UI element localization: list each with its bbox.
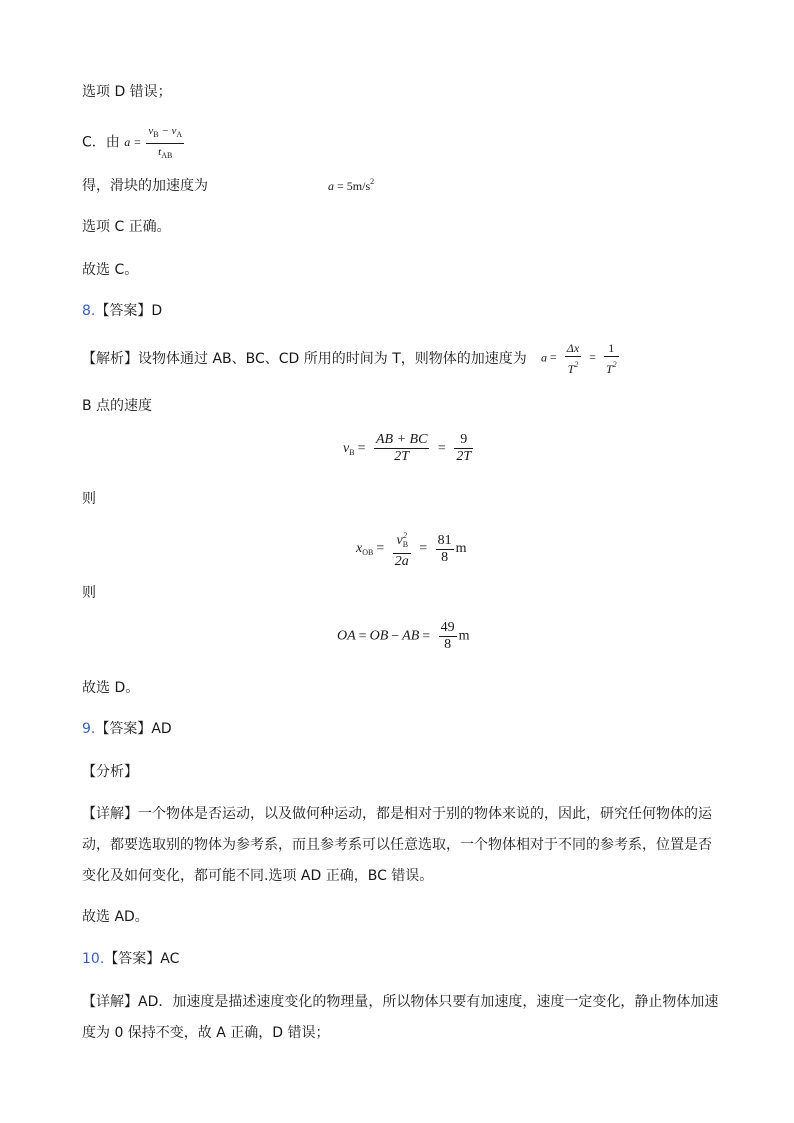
q8-analysis-line	[82, 349, 527, 369]
q8-answer-line	[82, 301, 162, 321]
q10-detail-1: 【详解】AD．加速度是描述速度变化的物理量，所以物体只要有加速度，速度一定变化，静止物体加速	[82, 994, 719, 1010]
q9-detail-3: 变化及如何变化，都可能不同.选项 AD 正确，BC 错误。	[82, 868, 434, 884]
text-ze-1: 则	[82, 491, 96, 507]
text-ze-2: 则	[82, 585, 96, 601]
text-accel-result	[82, 176, 208, 196]
option-c-prefix: C．由	[82, 134, 120, 151]
q10-number: 10.	[82, 951, 105, 967]
q8-analysis-text: 【解析】设物体通过 AB、BC、CD 所用的时间为 T，则物体的加速度为	[82, 351, 527, 367]
q10-answer-line	[82, 949, 179, 969]
text-choose-ad: 故选 AD。	[82, 909, 149, 925]
text-choose-d: 故选 D。	[82, 680, 140, 696]
accel-result-label: 得，滑块的加速度为	[82, 178, 208, 194]
q9-fenxi: 【分析】	[82, 764, 138, 780]
formula-accel-def: a = $\frac{v_B - v_A}{t_{AB}}$	[124, 125, 183, 160]
q9-answer-line	[82, 719, 172, 739]
text-choose-c: 故选 C。	[82, 262, 139, 278]
eq-vb: $v_B$ = $\frac{AB + BC}{2T}$ = $\frac{9}{2T}$	[343, 432, 472, 464]
q9-detail-1: 【详解】一个物体是否运动，以及做何种运动，都是相对于别的物体来说的，因此，研究任何物体的运	[82, 806, 712, 822]
text-option-c-formula	[82, 123, 186, 164]
text-option-c-correct: 选项 C 正确。	[82, 219, 171, 235]
q9-number: 9.	[82, 721, 96, 737]
eq-accel-q8: a = $\frac{\Delta x}{T^2}$ = $\frac{1}{T^2}$	[541, 341, 617, 376]
q9-detail-2: 动，都要选取别的物体为参考系，而且参考系可以任意选取，一个物体相对于不同的参考系，位置是否	[82, 837, 712, 853]
q10-answer: 【答案】AC	[104, 951, 180, 967]
text-option-d-wrong: 选项 D 错误；	[82, 84, 172, 100]
eq-accel-value: $a = 5m/s^2$	[328, 177, 375, 193]
q10-detail-2: 度为 0 保持不变，故 A 正确，D 错误；	[82, 1025, 330, 1041]
q8-number: 8.	[82, 303, 96, 319]
eq-xob: $x_{OB}$ = $\frac{v_B^2}{2a}$ = $\frac{81}{8}$ m	[356, 528, 467, 570]
eq-oa: OA = OB − AB = $\frac{49}{8}$ m	[337, 620, 470, 652]
q8-answer: 【答案】D	[95, 303, 163, 319]
text-b-speed: B 点的速度	[82, 398, 153, 414]
q9-answer: 【答案】AD	[95, 721, 172, 737]
